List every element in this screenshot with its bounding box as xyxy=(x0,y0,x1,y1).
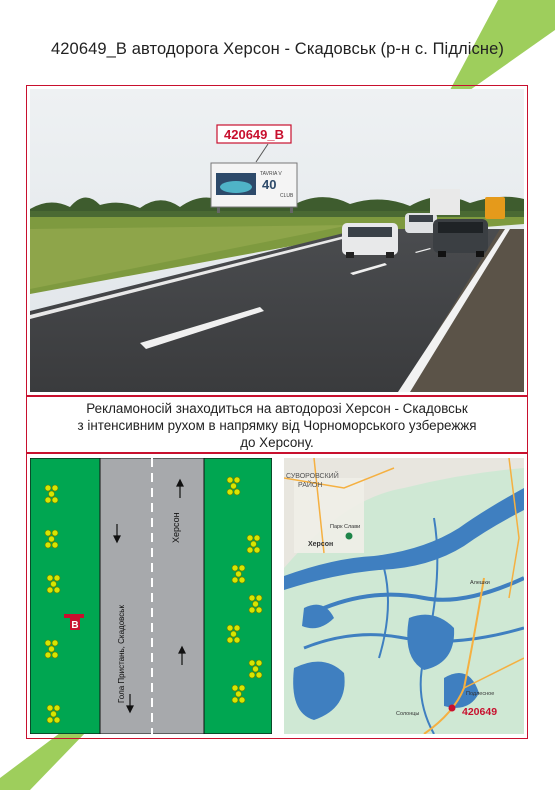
tree-dot xyxy=(256,660,262,666)
caption-line: з інтенсивним рухом в напрямку від Чорноморського узбережжя xyxy=(77,418,477,433)
road-scheme xyxy=(30,458,272,734)
tree-dot xyxy=(45,530,51,536)
tree-dot xyxy=(227,625,233,631)
tree-dot xyxy=(234,477,240,483)
map-village-podlesnoe: Подлесное xyxy=(466,691,495,697)
tree-dot xyxy=(234,637,240,643)
tree-dot xyxy=(239,577,245,583)
tree-dot xyxy=(49,646,55,652)
tree-dot xyxy=(239,685,245,691)
tree-dot xyxy=(52,640,58,646)
tree-dot xyxy=(232,565,238,571)
map-park-label: Парк Слави xyxy=(330,524,361,530)
divider-photo xyxy=(26,395,528,397)
tree-dot xyxy=(45,497,51,503)
tree-dot xyxy=(256,595,262,601)
tree-dot xyxy=(234,489,240,495)
tree-dot xyxy=(232,697,238,703)
tree-dot xyxy=(249,607,255,613)
svg-text:TAVRIA V: TAVRIA V xyxy=(260,171,282,177)
tree-dot xyxy=(51,711,57,717)
tree-dot xyxy=(231,631,237,637)
map-district-label: СУВОРОВСКИЙ xyxy=(286,473,339,480)
caption-line: Рекламоносій знаходиться на автодорозі Херсон - Скадовськ xyxy=(86,401,468,416)
tree-dot xyxy=(54,705,60,711)
tree-dot xyxy=(49,491,55,497)
tree-dot xyxy=(232,685,238,691)
tree-dot xyxy=(236,691,242,697)
tree-dot xyxy=(52,542,58,548)
map-village-aleshki: Алешки xyxy=(470,580,490,586)
tree-dot xyxy=(236,571,242,577)
tree-dot xyxy=(247,547,253,553)
tree-dot xyxy=(256,672,262,678)
tree-dot xyxy=(253,601,259,607)
tree-dot xyxy=(52,530,58,536)
tree-dot xyxy=(45,640,51,646)
map-marker-label: 420649 xyxy=(462,706,498,718)
tree-dot xyxy=(239,565,245,571)
map-district-label-2: РАЙОН xyxy=(298,482,323,489)
svg-text:40: 40 xyxy=(262,177,277,192)
tree-dot xyxy=(45,485,51,491)
tree-dot xyxy=(49,536,55,542)
tree-dot xyxy=(256,607,262,613)
tree-dot xyxy=(52,652,58,658)
tree-dot xyxy=(251,541,257,547)
caption-line: до Херсону. xyxy=(240,435,314,450)
tree-dot xyxy=(54,717,60,723)
tree-dot xyxy=(227,477,233,483)
tree-dot xyxy=(239,697,245,703)
direction-label-kherson: Херсон xyxy=(171,512,181,543)
tree-dot xyxy=(52,497,58,503)
map-location-marker xyxy=(449,705,456,712)
tree-dot xyxy=(234,625,240,631)
map-village-solontsy: Солонцы xyxy=(396,711,420,717)
page-title: 420649_В автодорога Херсон - Скадовськ (р-н с. Підлісне) xyxy=(51,40,504,58)
tree-dot xyxy=(54,575,60,581)
tree-dot xyxy=(249,672,255,678)
tree-dot xyxy=(47,705,53,711)
decor-stripe-bottom xyxy=(0,730,555,790)
tree-dot xyxy=(254,535,260,541)
divider-caption xyxy=(26,452,528,454)
tree-dot xyxy=(45,652,51,658)
tree-dot xyxy=(45,542,51,548)
tree-dot xyxy=(249,660,255,666)
tree-dot xyxy=(232,577,238,583)
tree-dot xyxy=(231,483,237,489)
tree-dot xyxy=(254,547,260,553)
location-photo xyxy=(30,89,524,392)
billboard-in-photo xyxy=(211,163,297,213)
tree-dot xyxy=(247,535,253,541)
svg-text:CLUB: CLUB xyxy=(280,193,294,199)
tree-dot xyxy=(51,581,57,587)
tree-dot xyxy=(47,587,53,593)
direction-label-south: Гола Пристань, Скадовськ xyxy=(117,605,126,703)
tree-dot xyxy=(52,485,58,491)
location-description xyxy=(30,400,524,451)
tree-dot xyxy=(227,637,233,643)
location-map xyxy=(284,458,524,734)
board-label: 420649_В xyxy=(224,127,284,142)
map-city-label: Херсон xyxy=(308,541,334,548)
tree-dot xyxy=(227,489,233,495)
tree-dot xyxy=(253,666,259,672)
tree-dot xyxy=(54,587,60,593)
svg-text:В: В xyxy=(71,620,79,631)
tree-dot xyxy=(249,595,255,601)
tree-dot xyxy=(47,575,53,581)
tree-dot xyxy=(47,717,53,723)
